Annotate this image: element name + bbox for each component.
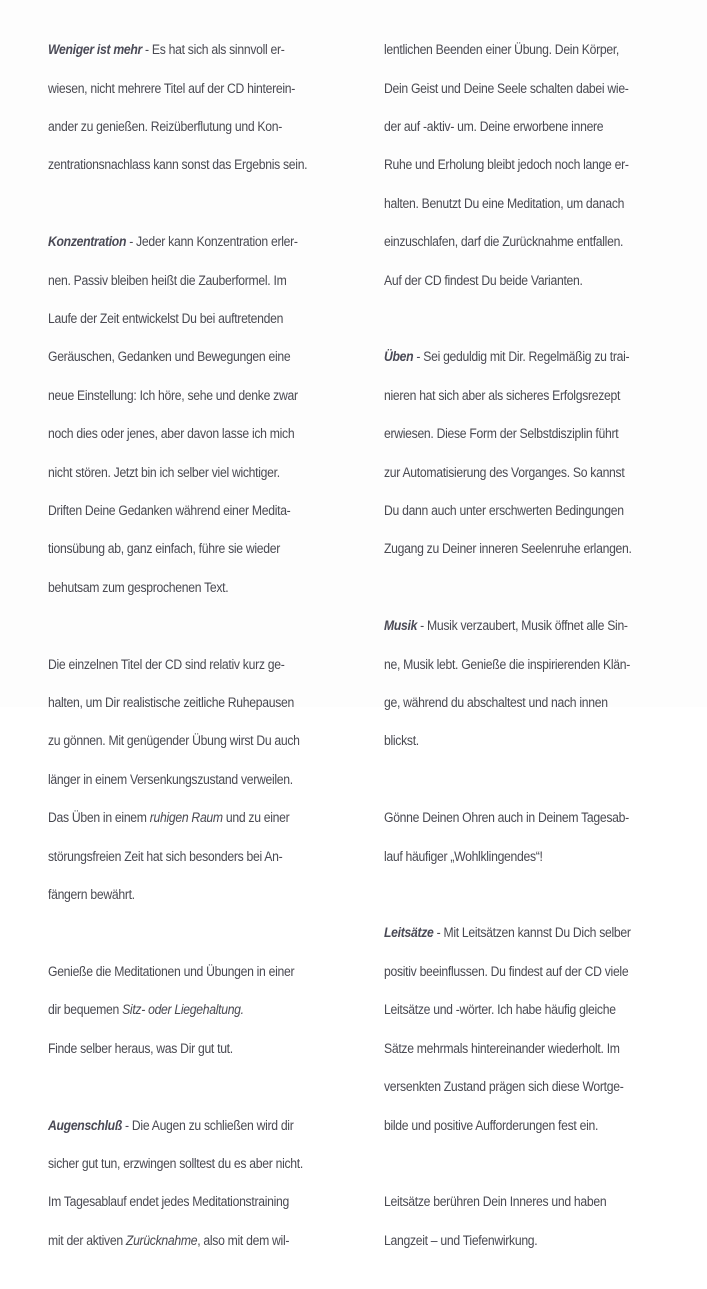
text-span: - Musik verzaubert, Musik öffnet alle Sin- xyxy=(417,618,628,635)
paragraph-leitsaetze xyxy=(384,905,698,1155)
text-line: Zugang zu Deiner inneren Seelenruhe erlangen. xyxy=(384,541,632,558)
text-line: zu gönnen. Mit genügender Übung wirst Du auch xyxy=(48,733,300,750)
text-line: ne, Musik lebt. Genieße die inspirierenden Klän- xyxy=(384,656,630,673)
text-line: wiesen, nicht mehrere Titel auf der CD hinterein- xyxy=(48,80,296,97)
paragraph-titel xyxy=(48,636,362,924)
text-line: fängern bewährt. xyxy=(48,887,135,904)
text-line: der auf -aktiv- um. Deine erworbene innere xyxy=(384,119,604,136)
paragraph-goenne xyxy=(384,790,698,886)
text-line: tionsübung ab, ganz einfach, führe sie wieder xyxy=(48,541,281,558)
text-line: behutsam zum gesprochenen Text. xyxy=(48,579,229,596)
left-column xyxy=(48,22,362,1289)
text-line xyxy=(48,809,362,828)
text-line: zur Automatisierung des Vorganges. So kannst xyxy=(384,464,625,481)
text-line: nen. Passiv bleiben heißt die Zauberformel. Im xyxy=(48,272,287,289)
text-line xyxy=(48,41,362,60)
text-line xyxy=(48,1001,362,1020)
text-span: - Mit Leitsätzen kannst Du Dich selber xyxy=(433,925,631,942)
text-line: Ruhe und Erholung bleibt jedoch noch lange er- xyxy=(384,157,629,174)
text-line: Driften Deine Gedanken während einer Medita- xyxy=(48,503,291,520)
text-line xyxy=(48,1232,362,1251)
text-line xyxy=(384,924,698,943)
text-span: - Es hat sich als sinnvoll er- xyxy=(141,42,285,59)
text-line: halten, um Dir realistische zeitliche Ruhepausen xyxy=(48,695,294,712)
text-line xyxy=(48,233,362,252)
text-line: Im Tagesablauf endet jedes Meditationstraining xyxy=(48,1194,289,1211)
text-line: bilde und positive Aufforderungen fest ein. xyxy=(384,1117,599,1134)
text-span: und zu einer xyxy=(222,810,290,827)
text-line: ge, während du abschaltest und nach innen xyxy=(384,695,608,712)
text-line xyxy=(384,617,698,636)
text-line: länger in einem Versenkungszustand verweilen. xyxy=(48,771,293,788)
text-span: dir bequemen xyxy=(48,1002,123,1019)
text-line: Dein Geist und Deine Seele schalten dabei wie- xyxy=(384,80,629,97)
paragraph-konzentration xyxy=(48,214,362,617)
text-line: Genieße die Meditationen und Übungen in einer xyxy=(48,963,295,980)
text-span: - Sei geduldig mit Dir. Regelmäßig zu trai- xyxy=(413,349,630,366)
text-line: positiv beeinflussen. Du findest auf der CD viele xyxy=(384,963,629,980)
text-span: mit der aktiven xyxy=(48,1232,126,1249)
text-line: zentrationsnachlass kann sonst das Ergebnis sein. xyxy=(48,157,308,174)
text-span: , also mit dem wil- xyxy=(197,1232,290,1249)
text-line: neue Einstellung: Ich höre, sehe und denke zwar xyxy=(48,387,298,404)
section-heading: Augenschluß xyxy=(48,1117,122,1134)
emphasis: Sitz- oder Liegehaltung. xyxy=(122,1002,244,1019)
text-line xyxy=(384,348,698,367)
text-line: ander zu genießen. Reizüberflutung und Kon- xyxy=(48,119,282,136)
text-line: Du dann auch unter erschwerten Bedingungen xyxy=(384,503,624,520)
paragraph-musik xyxy=(384,598,698,771)
text-line: störungsfreien Zeit hat sich besonders bei An- xyxy=(48,848,283,865)
text-line: Sätze mehrmals hintereinander wiederholt. Im xyxy=(384,1040,620,1057)
text-line: Auf der CD findest Du beide Varianten. xyxy=(384,272,583,289)
text-line: einzuschlafen, darf die Zurücknahme entfallen. xyxy=(384,234,624,251)
paragraph-weniger-ist-mehr xyxy=(48,22,362,195)
text-span: - Jeder kann Konzentration erler- xyxy=(126,234,298,251)
text-line: blickst. xyxy=(384,733,419,750)
text-line: Geräuschen, Gedanken und Bewegungen eine xyxy=(48,349,291,366)
text-line xyxy=(48,1117,362,1136)
text-line: Leitsätze und -wörter. Ich habe häufig gleiche xyxy=(384,1002,616,1019)
text-line: Laufe der Zeit entwickelst Du bei auftretenden xyxy=(48,311,284,328)
text-line: Die einzelnen Titel der CD sind relativ kurz ge- xyxy=(48,656,285,673)
section-heading: Konzentration xyxy=(48,234,127,251)
text-line: erwiesen. Diese Form der Selbstdisziplin führt xyxy=(384,426,619,443)
paragraph-augenschluss-continued xyxy=(384,22,698,310)
text-line: noch dies oder jenes, aber davon lasse ich mich xyxy=(48,426,295,443)
paragraph-augenschluss xyxy=(48,1097,362,1270)
text-line: halten. Benutzt Du eine Meditation, um danach xyxy=(384,195,625,212)
paragraph-geniesse xyxy=(48,944,362,1078)
text-line: nieren hat sich aber als sicheres Erfolgsrezept xyxy=(384,387,621,404)
emphasis: ruhigen Raum xyxy=(149,810,223,827)
paragraph-leitsaetze-2 xyxy=(384,1174,698,1270)
text-line: Langzeit – und Tiefenwirkung. xyxy=(384,1232,538,1249)
text-line: Finde selber heraus, was Dir gut tut. xyxy=(48,1040,233,1057)
paragraph-ueben xyxy=(384,329,698,579)
section-heading: Musik xyxy=(384,618,418,635)
right-column xyxy=(384,22,698,1289)
emphasis: Zurücknahme xyxy=(125,1232,198,1249)
section-heading: Leitsätze xyxy=(384,925,434,942)
text-line: sicher gut tun, erzwingen solltest du es aber nicht. xyxy=(48,1155,303,1172)
text-span: Das Üben in einem xyxy=(48,810,150,827)
text-line: versenkten Zustand prägen sich diese Wortge- xyxy=(384,1079,624,1096)
text-line: lentlichen Beenden einer Übung. Dein Körper, xyxy=(384,42,620,59)
section-heading: Weniger ist mehr xyxy=(48,42,142,59)
text-line: Leitsätze berühren Dein Inneres und haben xyxy=(384,1194,607,1211)
section-heading: Üben xyxy=(384,349,414,366)
text-line: nicht stören. Jetzt bin ich selber viel wichtiger. xyxy=(48,464,280,481)
text-line: Gönne Deinen Ohren auch in Deinem Tagesab- xyxy=(384,810,629,827)
text-span: - Die Augen zu schließen wird dir xyxy=(121,1117,294,1134)
text-line: lauf häufiger „Wohlklingendes“! xyxy=(384,848,543,865)
